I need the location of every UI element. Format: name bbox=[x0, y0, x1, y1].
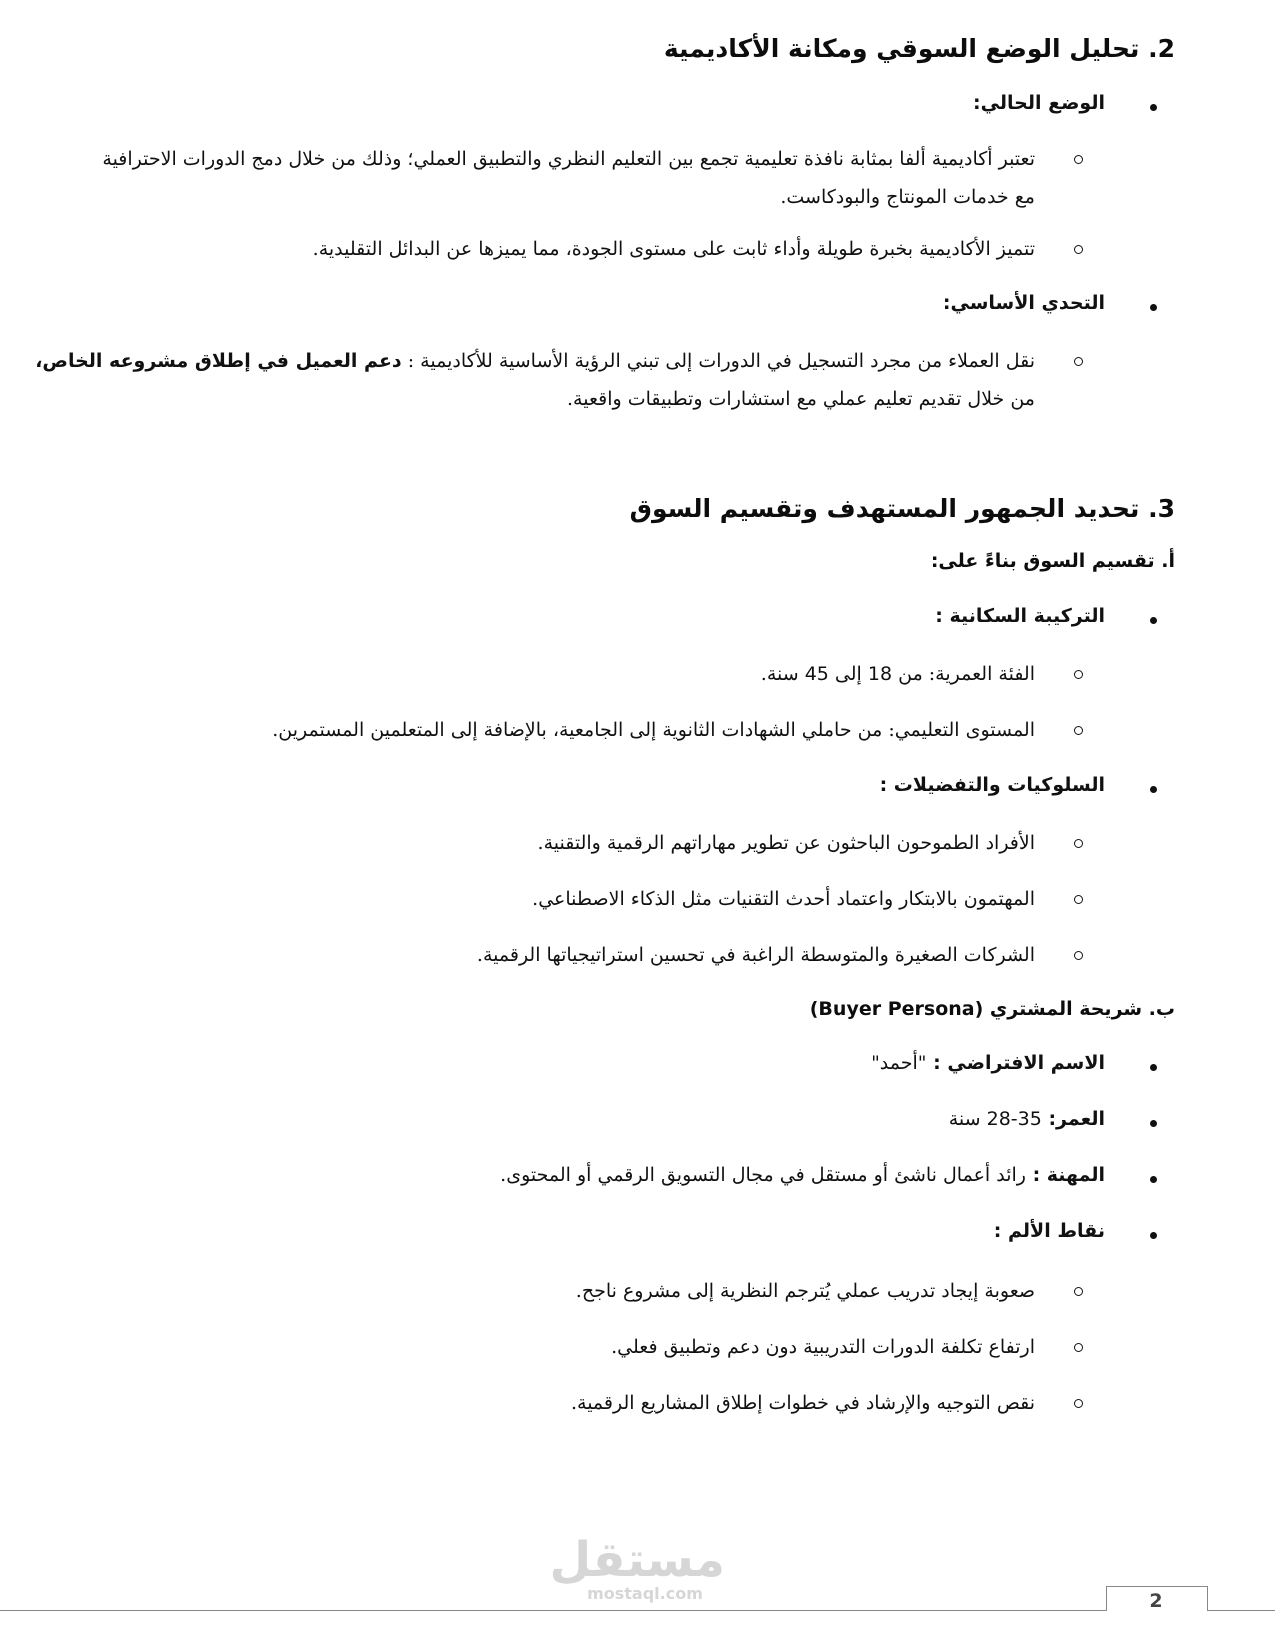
behavior-item-3-text: الشركات الصغيرة والمتوسطة الراغبة في تحسين استراتيجياتها الرقمية. bbox=[476, 944, 1035, 966]
current-item-1-line-1: تعتبر أكاديمية ألفا بمثابة نافذة تعليمية تجمع بين التعليم النظري والتطبيق العملي؛ وذلك من خلال دمج الدورات الاحترافية bbox=[102, 148, 1035, 170]
main-challenge-label: التحدي الأساسي: bbox=[942, 292, 1105, 314]
sub-bullet-circle bbox=[1074, 245, 1083, 254]
age-from: 18 bbox=[867, 663, 893, 685]
pain-item-2-text: ارتفاع تكلفة الدورات التدريبية دون دعم وتطبيق فعلي. bbox=[611, 1336, 1035, 1358]
behavior-item-1 bbox=[538, 824, 1035, 862]
bullet-behaviors bbox=[880, 774, 1105, 796]
sub-bullet-circle bbox=[1074, 1343, 1083, 1352]
page-number: 2 bbox=[1149, 1590, 1163, 1612]
watermark-url: mostaql.com bbox=[587, 1584, 703, 1603]
challenge-line-1 bbox=[35, 342, 1035, 380]
sub-bullet-circle bbox=[1074, 726, 1083, 735]
behavior-item-1-text: الأفراد الطموحون الباحثون عن تطوير مهاراتهم الرقمية والتقنية. bbox=[537, 832, 1035, 854]
bullet-persona-job bbox=[500, 1164, 1105, 1186]
persona-name-value: "أحمد" bbox=[871, 1052, 927, 1074]
persona-heading-ar: ب. شريحة المشتري bbox=[983, 998, 1175, 1020]
demographics-education bbox=[272, 711, 1035, 749]
segmentation-heading: أ. تقسيم السوق بناءً على: bbox=[930, 550, 1175, 572]
bullet-dot bbox=[1150, 1232, 1157, 1239]
sub-bullet-circle bbox=[1074, 839, 1083, 848]
bullet-dot bbox=[1150, 304, 1157, 311]
bullet-dot bbox=[1150, 1064, 1157, 1071]
persona-age-unit: سنة bbox=[948, 1108, 987, 1130]
challenge-bold-text: دعم العميل في إطلاق مشروعه الخاص، bbox=[35, 350, 402, 372]
age-mid: إلى bbox=[828, 663, 868, 685]
age-pre: الفئة العمرية: من bbox=[892, 663, 1035, 685]
sub-bullet-circle bbox=[1074, 155, 1083, 164]
demographics-age bbox=[761, 655, 1035, 693]
sub-bullet-circle bbox=[1074, 951, 1083, 960]
demographics-label: التركيبة السكانية : bbox=[935, 605, 1105, 627]
persona-job-value: رائد أعمال ناشئ أو مستقل في مجال التسويق الرقمي أو المحتوى. bbox=[500, 1164, 1026, 1186]
persona-age-label: العمر: bbox=[1041, 1108, 1105, 1130]
bullet-dot bbox=[1150, 617, 1157, 624]
challenge-text: نقل العملاء من مجرد التسجيل في الدورات إلى تبني الرؤية الأساسية للأكاديمية : bbox=[401, 350, 1035, 372]
age-to: 45 bbox=[804, 663, 829, 685]
pain-item-2 bbox=[611, 1328, 1035, 1366]
current-state-item-2 bbox=[313, 230, 1035, 268]
mostaql-watermark bbox=[549, 1532, 725, 1603]
watermark-arabic: مستقل bbox=[549, 1532, 725, 1588]
persona-name-label: الاسم الافتراضي : bbox=[926, 1052, 1105, 1074]
sub-bullet-circle bbox=[1074, 1287, 1083, 1296]
bullet-persona-age bbox=[949, 1108, 1105, 1130]
behavior-item-2 bbox=[532, 880, 1035, 918]
bullet-dot bbox=[1150, 786, 1157, 793]
sub-bullet-circle bbox=[1074, 670, 1083, 679]
pain-item-1 bbox=[576, 1272, 1035, 1310]
sub-bullet-circle bbox=[1074, 895, 1083, 904]
persona-heading-en: (Buyer Persona) bbox=[809, 998, 984, 1020]
section-3-heading: 3. تحديد الجمهور المستهدف وتقسيم السوق bbox=[629, 494, 1175, 523]
footer-divider bbox=[0, 1610, 1275, 1611]
current-item-2-line-1: تتميز الأكاديمية بخبرة طويلة وأداء ثابت على مستوى الجودة، مما يميزها عن البدائل التقليدية. bbox=[312, 238, 1035, 260]
persona-age-value: 35-28 bbox=[986, 1108, 1042, 1130]
education-line: المستوى التعليمي: من حاملي الشهادات الثانوية إلى الجامعية، بالإضافة إلى المتعلمين المستمرين. bbox=[272, 719, 1035, 741]
behaviors-label: السلوكيات والتفضيلات : bbox=[879, 774, 1105, 796]
age-post: سنة. bbox=[760, 663, 805, 685]
bullet-main-challenge bbox=[943, 292, 1105, 314]
bullet-dot bbox=[1150, 1120, 1157, 1127]
bullet-current-state bbox=[973, 92, 1105, 114]
current-state-item-1 bbox=[35, 140, 1035, 216]
current-state-label: الوضع الحالي: bbox=[973, 92, 1105, 114]
sub-bullet-circle bbox=[1074, 1399, 1083, 1408]
sub-bullet-circle bbox=[1074, 357, 1083, 366]
persona-job-label: المهنة : bbox=[1025, 1164, 1105, 1186]
current-item-1-line-2: مع خدمات المونتاج والبودكاست. bbox=[780, 186, 1035, 208]
behavior-item-2-text: المهتمون بالابتكار واعتماد أحدث التقنيات مثل الذكاء الاصطناعي. bbox=[532, 888, 1035, 910]
age-line bbox=[761, 655, 1035, 693]
challenge-item bbox=[35, 342, 1035, 418]
bullet-dot bbox=[1150, 1176, 1157, 1183]
bullet-dot bbox=[1150, 104, 1157, 111]
pain-item-3 bbox=[571, 1384, 1035, 1422]
section-2-heading: 2. تحليل الوضع السوقي ومكانة الأكاديمية bbox=[663, 34, 1175, 63]
persona-heading bbox=[810, 998, 1175, 1020]
bullet-demographics bbox=[935, 605, 1105, 627]
pain-item-3-text: نقص التوجيه والإرشاد في خطوات إطلاق المشاريع الرقمية. bbox=[570, 1392, 1035, 1414]
pain-item-1-text: صعوبة إيجاد تدريب عملي يُترجم النظرية إلى مشروع ناجح. bbox=[575, 1280, 1035, 1302]
bullet-persona-name bbox=[871, 1052, 1105, 1074]
behavior-item-3 bbox=[477, 936, 1035, 974]
challenge-line-2: من خلال تقديم تعليم عملي مع استشارات وتطبيقات واقعية. bbox=[567, 388, 1035, 410]
bullet-pain-points bbox=[994, 1220, 1105, 1242]
pain-points-label: نقاط الألم : bbox=[993, 1220, 1105, 1242]
